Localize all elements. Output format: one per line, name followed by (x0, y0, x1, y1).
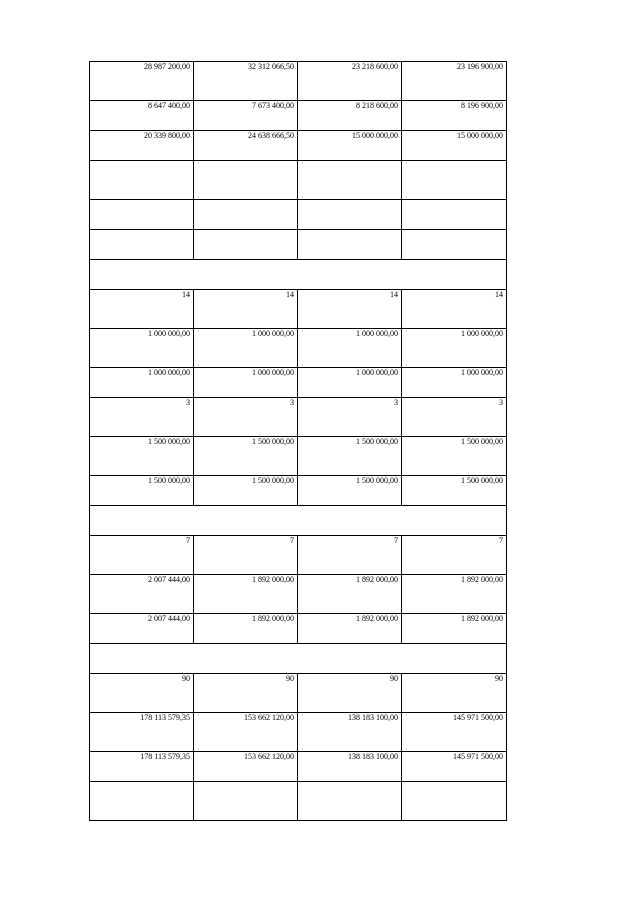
table-cell-col-3: 1 500 000,00 (298, 476, 402, 506)
table-cell-col-3: 1 892 000,00 (298, 575, 402, 614)
table-row (90, 290, 507, 329)
table-cell-col-3: 1 500 000,00 (298, 437, 402, 476)
table-cell-col-4: 1 000 000,00 (402, 368, 507, 398)
table-cell-col-4: 145 971 500,00 (402, 713, 507, 752)
table-cell-col-1: 8 647 400,00 (90, 101, 194, 131)
table-cell-col-1: 3 (90, 398, 194, 437)
table-cell-col-3 (298, 782, 402, 821)
table-cell-col-1: 178 113 579,35 (90, 713, 194, 752)
table-cell-col-2 (194, 230, 298, 260)
table-cell-col-1: 1 000 000,00 (90, 329, 194, 368)
table-cell-col-2: 153 662 120,00 (194, 752, 298, 782)
table-cell-col-2: 7 673 400,00 (194, 101, 298, 131)
table-row (90, 713, 507, 752)
table-cell-col-3: 23 218 600,00 (298, 62, 402, 101)
table-cell-col-2: 90 (194, 674, 298, 713)
table-cell-col-1: 28 987 200,00 (90, 62, 194, 101)
table-row (90, 329, 507, 368)
table-cell-col-4: 23 196 900,00 (402, 62, 507, 101)
table-cell-col-2: 1 500 000,00 (194, 476, 298, 506)
table-cell-col-2: 153 662 120,00 (194, 713, 298, 752)
table-row (90, 230, 507, 260)
table-cell-col-4: 90 (402, 674, 507, 713)
table-cell-col-2: 1 500 000,00 (194, 437, 298, 476)
table-cell-col-4 (402, 200, 507, 230)
table-cell-col-3 (298, 200, 402, 230)
table-row (90, 398, 507, 437)
table-cell-col-4: 7 (402, 536, 507, 575)
section-row (90, 260, 507, 290)
table-cell-col-1: 1 500 000,00 (90, 476, 194, 506)
table-cell-col-4: 8 196 900,00 (402, 101, 507, 131)
table-cell-col-2: 14 (194, 290, 298, 329)
table-cell-col-2: 24 638 666,50 (194, 131, 298, 161)
table-cell-col-3: 15 000 000,00 (298, 131, 402, 161)
table-cell-col-2: 7 (194, 536, 298, 575)
table-cell-col-3: 138 183 100,00 (298, 752, 402, 782)
table-cell-col-2: 1 000 000,00 (194, 368, 298, 398)
table-cell-col-2 (194, 200, 298, 230)
table-cell-col-3: 1 892 000,00 (298, 614, 402, 644)
table-row (90, 674, 507, 713)
table-cell-col-4: 3 (402, 398, 507, 437)
table-row (90, 101, 507, 131)
table-row (90, 200, 507, 230)
table-cell-col-1: 20 339 800,00 (90, 131, 194, 161)
table-cell-col-2: 32 312 066,50 (194, 62, 298, 101)
budget-table (89, 61, 507, 821)
table-cell-col-3: 3 (298, 398, 402, 437)
table-row (90, 62, 507, 101)
table-cell-col-3: 7 (298, 536, 402, 575)
table-cell-col-4: 1 892 000,00 (402, 614, 507, 644)
table-row (90, 614, 507, 644)
table-cell-col-3: 8 218 600,00 (298, 101, 402, 131)
table-row (90, 368, 507, 398)
table-cell-col-1: 2 007 444,00 (90, 575, 194, 614)
section-row (90, 644, 507, 674)
table-cell-col-2: 3 (194, 398, 298, 437)
section-cell (90, 260, 507, 290)
table-cell-col-1: 1 000 000,00 (90, 368, 194, 398)
table-cell-col-2: 1 892 000,00 (194, 614, 298, 644)
table-row (90, 782, 507, 821)
table-cell-col-3: 1 000 000,00 (298, 329, 402, 368)
table-row (90, 752, 507, 782)
table-cell-col-4: 15 000 000,00 (402, 131, 507, 161)
table-cell-col-3: 90 (298, 674, 402, 713)
table-cell-col-1: 178 113 579,35 (90, 752, 194, 782)
table-cell-col-1: 2 007 444,00 (90, 614, 194, 644)
table-cell-col-4: 14 (402, 290, 507, 329)
table-row (90, 437, 507, 476)
table-cell-col-4 (402, 230, 507, 260)
section-row (90, 506, 507, 536)
table-cell-col-3: 14 (298, 290, 402, 329)
table-cell-col-4: 1 000 000,00 (402, 329, 507, 368)
table-row (90, 131, 507, 161)
section-cell (90, 506, 507, 536)
table-cell-col-1: 1 500 000,00 (90, 437, 194, 476)
table-row (90, 161, 507, 200)
table-row (90, 575, 507, 614)
table-cell-col-4: 1 500 000,00 (402, 476, 507, 506)
table-cell-col-3 (298, 161, 402, 200)
section-cell (90, 644, 507, 674)
table-cell-col-1 (90, 200, 194, 230)
table-cell-col-1: 14 (90, 290, 194, 329)
table-cell-col-1: 7 (90, 536, 194, 575)
table-cell-col-3: 1 000 000,00 (298, 368, 402, 398)
table-row (90, 536, 507, 575)
table-cell-col-4: 145 971 500,00 (402, 752, 507, 782)
table-cell-col-4 (402, 782, 507, 821)
table-cell-col-1 (90, 161, 194, 200)
table-cell-col-2: 1 892 000,00 (194, 575, 298, 614)
table-cell-col-4: 1 892 000,00 (402, 575, 507, 614)
table-cell-col-3: 138 183 100,00 (298, 713, 402, 752)
table-cell-col-2 (194, 161, 298, 200)
table-cell-col-2: 1 000 000,00 (194, 329, 298, 368)
table-cell-col-4 (402, 161, 507, 200)
table-cell-col-2 (194, 782, 298, 821)
table-cell-col-1 (90, 782, 194, 821)
table-cell-col-4: 1 500 000,00 (402, 437, 507, 476)
table-row (90, 476, 507, 506)
table-cell-col-1 (90, 230, 194, 260)
table-cell-col-3 (298, 230, 402, 260)
table-cell-col-1: 90 (90, 674, 194, 713)
budget-table-body (90, 62, 507, 821)
